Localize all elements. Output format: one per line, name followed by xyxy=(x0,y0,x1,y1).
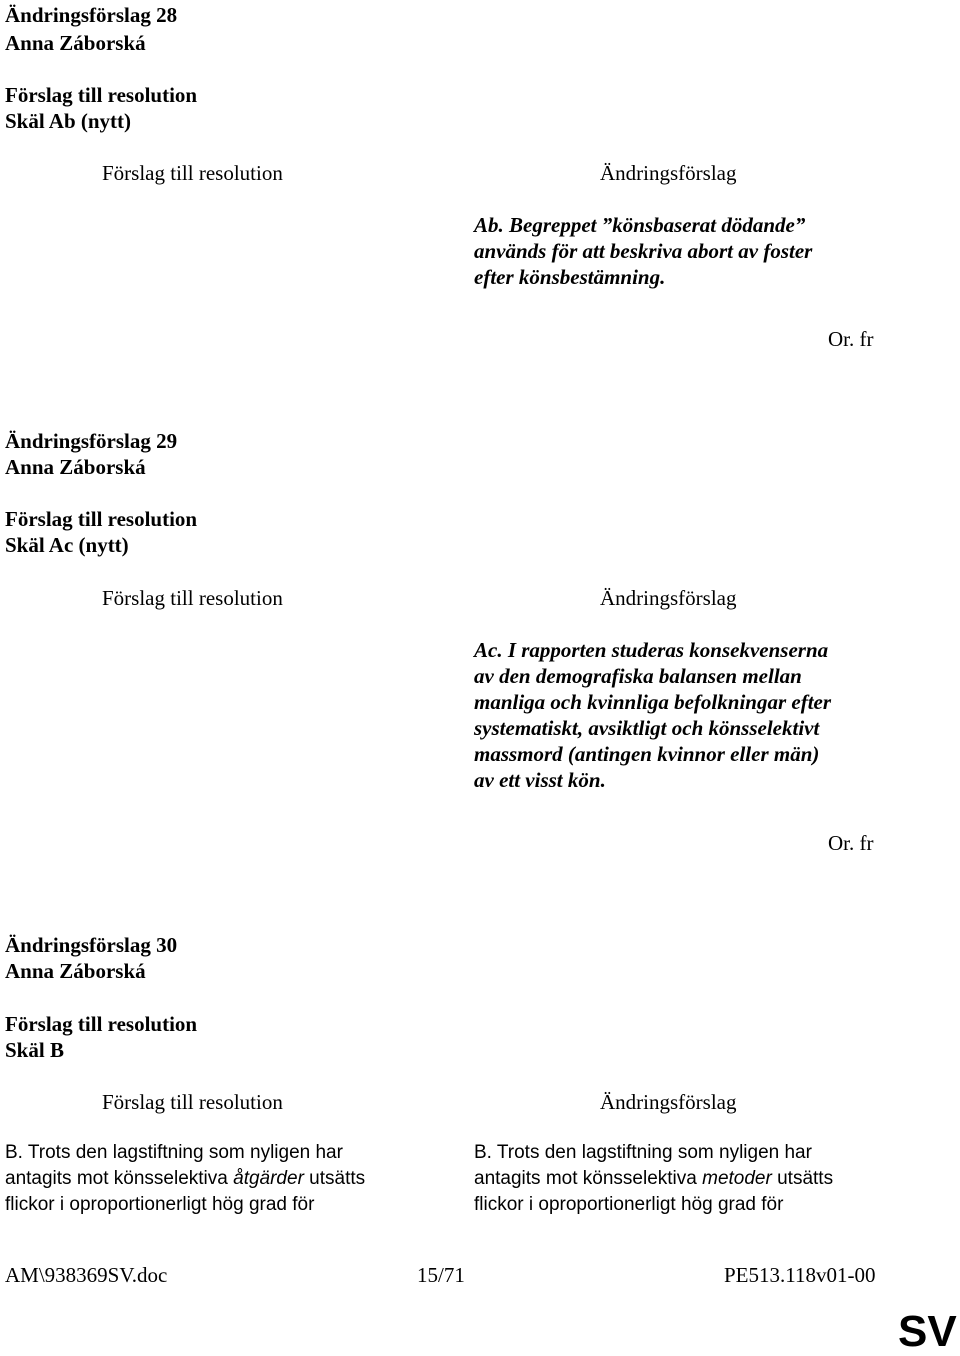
amendment-text-line: av ett visst kön. xyxy=(474,768,606,792)
amendment-text xyxy=(474,1140,833,1218)
column-header-original: Förslag till resolution xyxy=(102,1090,283,1114)
amendment-text-line: av den demografiska balansen mellan xyxy=(474,664,802,688)
column-header-amendment: Ändringsförslag xyxy=(600,1090,737,1114)
amendment-target: Skäl B xyxy=(5,1038,64,1062)
changed-word: metoder xyxy=(702,1168,772,1189)
column-header-amendment: Ändringsförslag xyxy=(600,161,737,185)
amendment-text-line: systematiskt, avsiktligt och könsselektivt xyxy=(474,716,820,740)
amendment-text-line: Ac. I rapporten studeras konsekvenserna xyxy=(474,638,829,662)
amendment-text-line: efter könsbestämning. xyxy=(474,265,666,289)
original-text xyxy=(5,1140,365,1218)
amendment-proposal: Förslag till resolution xyxy=(5,83,198,107)
amendment-title: Ändringsförslag 29 xyxy=(5,429,178,453)
footer-pe-ref: PE513.118v01-00 xyxy=(724,1263,876,1287)
original-text-line: antagits mot könsselektiva åtgärder utsätts xyxy=(5,1168,366,1189)
amendment-text-line: massmord (antingen kvinnor eller män) xyxy=(474,742,820,766)
column-header-original: Förslag till resolution xyxy=(102,586,283,610)
amendment-text xyxy=(474,637,831,793)
amendment-title: Ändringsförslag 28 xyxy=(5,3,178,27)
original-language-label: Or. fr xyxy=(828,831,874,855)
amendment-target: Skäl Ac (nytt) xyxy=(5,533,129,557)
footer-doc-ref: AM\938369SV.doc xyxy=(5,1263,168,1287)
amendment-author: Anna Záborská xyxy=(5,959,146,983)
changed-word: åtgärder xyxy=(233,1168,304,1189)
amendment-proposal: Förslag till resolution xyxy=(5,507,198,531)
amendment-text-line: Ab. Begreppet ”könsbaserat dödande” xyxy=(474,213,806,237)
column-header-original: Förslag till resolution xyxy=(102,161,283,185)
amendment-proposal: Förslag till resolution xyxy=(5,1012,198,1036)
footer-language-code: SV xyxy=(898,1307,957,1356)
footer-page-number: 15/71 xyxy=(417,1263,465,1287)
amendment-target: Skäl Ab (nytt) xyxy=(5,109,132,133)
original-language-label: Or. fr xyxy=(828,327,874,351)
amendment-text-line: antagits mot könsselektiva metoder utsätts xyxy=(474,1168,834,1189)
column-header-amendment: Ändringsförslag xyxy=(600,586,737,610)
amendment-text-line: B. Trots den lagstiftning som nyligen har xyxy=(474,1142,812,1163)
original-text-line: B. Trots den lagstiftning som nyligen har xyxy=(5,1142,343,1163)
original-text-line: flickor i oproportionerligt hög grad för xyxy=(5,1194,315,1215)
amendment-author: Anna Záborská xyxy=(5,31,146,55)
amendment-text-line: manliga och kvinnliga befolkningar efter xyxy=(474,690,832,714)
amendment-text xyxy=(474,212,812,290)
amendment-text-line: flickor i oproportionerligt hög grad för xyxy=(474,1194,784,1215)
amendment-title: Ändringsförslag 30 xyxy=(5,933,178,957)
amendment-text-line: används för att beskriva abort av foster xyxy=(474,239,813,263)
amendment-author: Anna Záborská xyxy=(5,455,146,479)
